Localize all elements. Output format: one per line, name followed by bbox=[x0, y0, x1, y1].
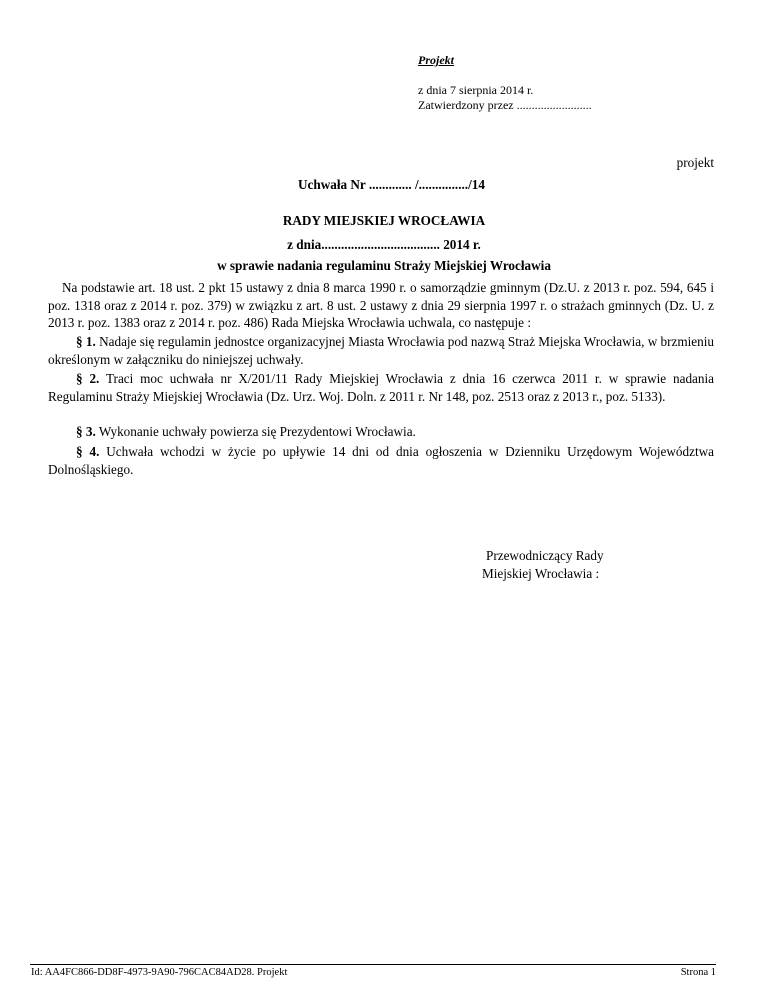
section-4 bbox=[48, 443, 714, 478]
signature-line-2: Miejskiej Wrocławia : bbox=[482, 566, 600, 581]
date-line: z dnia 7 sierpnia 2014 r. bbox=[418, 83, 534, 97]
signature-line-1: Przewodniczący Rady bbox=[486, 548, 604, 563]
section-mark: § 2. bbox=[76, 371, 100, 386]
footer-divider bbox=[30, 964, 716, 965]
resolution-number: Uchwała Nr ............. /.............../14 bbox=[298, 177, 485, 192]
section-text: Uchwała wchodzi w życie po upływie 14 dni od dnia ogłoszenia w Dzienniku Urzędowym Województwa Dolnośląskiego. bbox=[48, 444, 715, 477]
council-name: RADY MIEJSKIEJ WROCŁAWIA bbox=[282, 213, 486, 228]
resolution-subject: w sprawie nadania regulaminu Straży Miejskiej Wrocławia bbox=[217, 258, 551, 273]
projekt-label: Projekt bbox=[418, 53, 454, 67]
resolution-date: z dnia.................................... 2014 r. bbox=[287, 237, 481, 252]
section-mark: § 3. bbox=[76, 424, 96, 439]
section-text: Nadaje się regulamin jednostce organizacyjnej Miasta Wrocławia pod nazwą Straż Miejska Wrocławia, w brzmieniu określonym w załączniku do niniejszej uchwały. bbox=[48, 334, 715, 367]
preamble bbox=[48, 279, 714, 332]
section-mark: § 1. bbox=[76, 334, 96, 349]
section-2 bbox=[48, 370, 714, 405]
approved-line: Zatwierdzony przez ......................... bbox=[418, 98, 592, 112]
section-3 bbox=[48, 423, 714, 441]
section-text: Wykonanie uchwały powierza się Prezydentowi Wrocławia. bbox=[95, 424, 416, 439]
section-text: Traci moc uchwała nr X/201/11 Rady Miejskiej Wrocławia z dnia 16 czerwca 2011 r. w sprawie nadania Regulaminu Straży Miejskiej Wrocławia (Dz. Urz. Woj. Doln. z 2011 r. Nr 148, poz. 2513 oraz z 2013 r., poz. 5133). bbox=[48, 371, 715, 404]
document-id: Id: AA4FC866-DD8F-4973-9A90-796CAC84AD28. Projekt bbox=[31, 967, 288, 978]
section-1 bbox=[48, 333, 714, 368]
page-number: Strona 1 bbox=[680, 967, 716, 978]
preamble-text: Na podstawie art. 18 ust. 2 pkt 15 ustawy z dnia 8 marca 1990 r. o samorządzie gminnym (Dz.U. z 2013 r. poz. 594, 645 i poz. 1318 oraz z 2014 r. poz. 379) w związku z art. 8 ust. 2 ustawy z dnia 29 sierpnia 1997 r. o strażach gminnych (Dz. U. z 2013 r. poz. 1383 oraz z 2014 r. poz. 486) Rada Miejska Wrocławia uchwala, co następuje : bbox=[48, 280, 714, 330]
section-mark: § 4. bbox=[76, 444, 100, 459]
projekt-right-label: projekt bbox=[676, 155, 714, 170]
